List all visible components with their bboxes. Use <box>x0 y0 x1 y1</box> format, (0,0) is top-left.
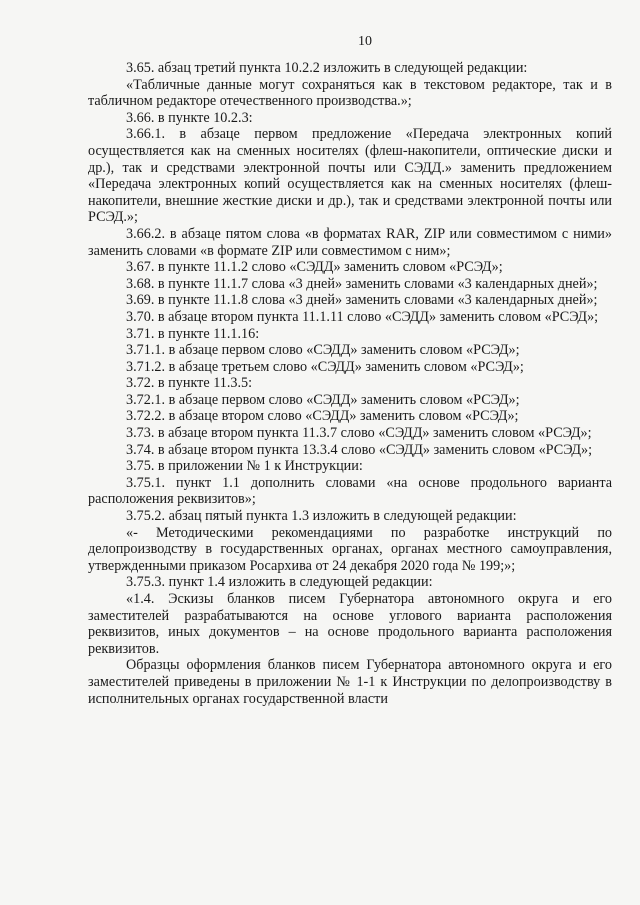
paragraph-3-72: 3.72. в пункте 11.3.5: <box>126 375 253 392</box>
paragraph-3-71-1: 3.71.1. в абзаце первом слово «СЭДД» заменить словом «РСЭД»; <box>126 342 520 359</box>
paragraph-3-66-1: 3.66.1. в абзаце первом предложение «Передача электронных копий осуществляется как на сменных носителях (флеш-накопители, оптические диски и др.), так и средствами электронной почты или СЭДД.» заменить предложением «Передача электронных копий осуществляется как на сменных носителях (флеш-накопители, внешние жесткие диски и др.), так и средствами электронной почты или РСЭД.»; <box>88 126 612 226</box>
paragraph-3-71: 3.71. в пункте 11.1.16: <box>126 325 260 342</box>
paragraph-3-69: 3.69. в пункте 11.1.8 слова «3 дней» заменить словами «3 календарных дней»; <box>126 292 598 309</box>
paragraph-3-72-1: 3.72.1. в абзаце первом слово «СЭДД» заменить словом «РСЭД»; <box>126 391 520 408</box>
paragraph-3-65: 3.65. абзац третий пункта 10.2.2 изложить в следующей редакции: <box>126 60 528 76</box>
paragraph-3-74: 3.74. в абзаце втором пункта 13.3.4 слово «СЭДД» заменить словом «РСЭД»; <box>126 441 593 458</box>
paragraph-3-70: 3.70. в абзаце втором пункта 11.1.11 слово «СЭДД» заменить словом «РСЭД»; <box>126 308 599 325</box>
paragraph-3-66-2: 3.66.2. в абзаце пятом слова «в форматах RAR, ZIP или совместимом с ними» заменить словами «в формате ZIP или совместимом с ним»; <box>88 225 612 259</box>
paragraph-samples: Образцы оформления бланков писем Губернатора автономного округа и его заместителей приведены в приложении № 1-1 к Инструкции по делопроизводству в исполнительных органах государственной власти <box>88 657 612 707</box>
paragraph-3-75-3: 3.75.3. пункт 1.4 изложить в следующей редакции: <box>126 574 433 591</box>
paragraph-3-67: 3.67. в пункте 11.1.2 слово «СЭДД» заменить словом «РСЭД»; <box>126 259 503 276</box>
page-number: 10 <box>358 34 372 49</box>
paragraph-3-65-quote: «Табличные данные могут сохраняться как в текстовом редакторе, так и в табличном редакторе отечественного производства.»; <box>88 76 612 110</box>
paragraph-3-68: 3.68. в пункте 11.1.7 слова «3 дней» заменить словами «3 календарных дней»; <box>126 275 598 292</box>
paragraph-3-75-2-quote: «- Методическими рекомендациями по разработке инструкций по делопроизводству в государственных органах, органах местного самоуправления, утвержденными приказом Росархива от 24 декабря 2020 года № 199;»; <box>88 524 612 574</box>
paragraph-3-72-2: 3.72.2. в абзаце втором слово «СЭДД» заменить словом «РСЭД»; <box>126 408 519 425</box>
paragraph-3-66: 3.66. в пункте 10.2.3: <box>126 109 253 126</box>
paragraph-3-75-2: 3.75.2. абзац пятый пункта 1.3 изложить в следующей редакции: <box>126 508 517 525</box>
paragraph-3-71-2: 3.71.2. в абзаце третьем слово «СЭДД» заменить словом «РСЭД»; <box>126 358 524 375</box>
paragraph-3-75: 3.75. в приложении № 1 к Инструкции: <box>126 458 363 475</box>
paragraph-3-73: 3.73. в абзаце втором пункта 11.3.7 слово «СЭДД» заменить словом «РСЭД»; <box>126 425 592 442</box>
paragraph-1-4-quote: «1.4. Эскизы бланков писем Губернатора автономного округа и его заместителей разрабатываются на основе углового варианта расположения реквизитов, иных документов – на основе продольного варианта расположения реквизитов. <box>88 591 612 657</box>
paragraph-3-75-1: 3.75.1. пункт 1.1 дополнить словами «на основе продольного варианта расположения реквизитов»; <box>88 474 612 508</box>
